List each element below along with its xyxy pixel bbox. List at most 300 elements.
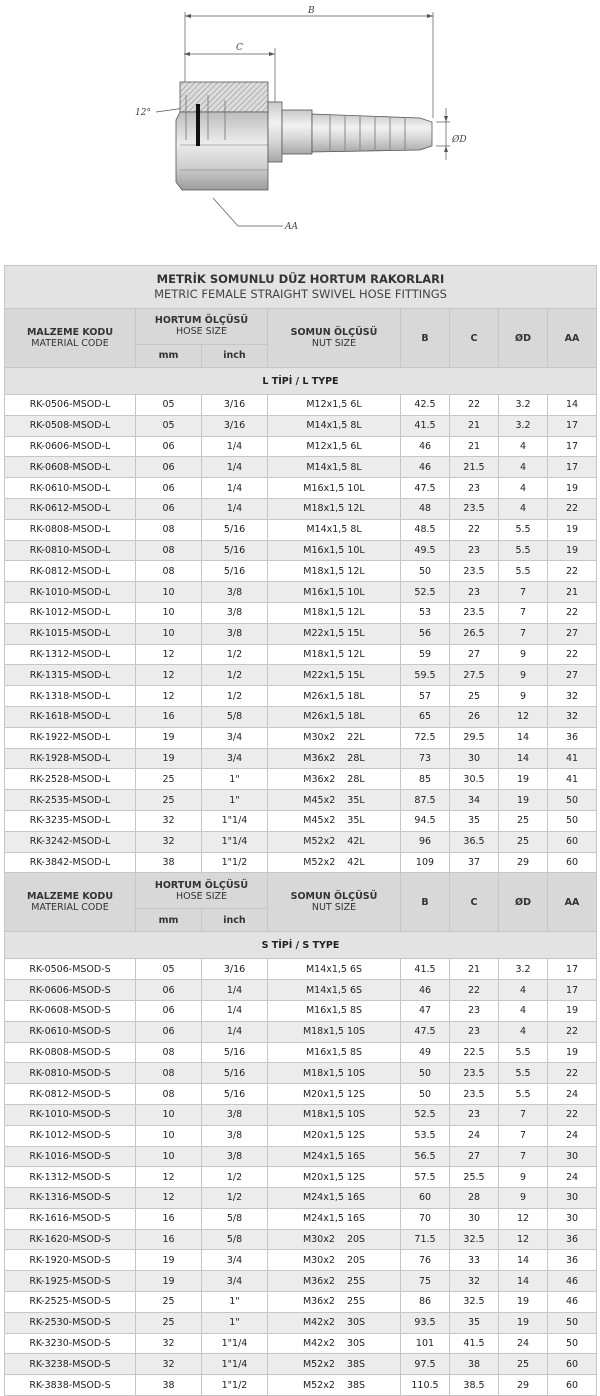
hose-mm-cell: 19 <box>136 1250 202 1271</box>
hose-mm-cell: 38 <box>136 1375 202 1396</box>
nut-size-cell <box>268 436 401 457</box>
nut-thread: M14x1,5 <box>306 420 348 432</box>
nut-series: 12L <box>347 648 365 660</box>
material-code-cell: RK-1922-MSOD-L <box>5 727 136 748</box>
nut-thread: M36x2 <box>303 773 336 785</box>
aa-cell: 14 <box>548 395 597 416</box>
nut-thread: M36x2 <box>302 1275 335 1287</box>
nut-series: 18L <box>347 711 365 723</box>
table-row <box>5 1354 597 1375</box>
nut-thread: M42x2 <box>302 1317 335 1329</box>
nut-series: 20S <box>346 1254 366 1266</box>
od-cell: 7 <box>499 582 548 603</box>
hose-inch-cell: 1"1/4 <box>202 831 268 852</box>
hose-mm-cell: 32 <box>136 831 202 852</box>
aa-cell: 24 <box>548 1167 597 1188</box>
nut-size-cell <box>268 980 401 1001</box>
material-code-cell: RK-0808-MSOD-S <box>5 1042 136 1063</box>
hose-mm-cell: 06 <box>136 478 202 499</box>
table-row <box>5 727 597 748</box>
nut-size-cell <box>268 1042 401 1063</box>
material-code-cell: RK-0506-MSOD-S <box>5 959 136 980</box>
hose-inch-cell: 3/4 <box>202 1271 268 1292</box>
od-cell: 4 <box>499 980 548 1001</box>
hose-inch-cell: 3/8 <box>202 1125 268 1146</box>
od-cell: 12 <box>499 1208 548 1229</box>
b-cell: 70 <box>401 1208 450 1229</box>
hose-inch-cell: 5/8 <box>202 706 268 727</box>
table-row <box>5 582 597 603</box>
c-cell: 32.5 <box>450 1292 499 1313</box>
nut-size-cell <box>268 561 401 582</box>
nut-thread: M52x2 <box>303 856 336 868</box>
b-cell: 59.5 <box>401 665 450 686</box>
od-cell: 19 <box>499 1292 548 1313</box>
hose-inch-cell: 1" <box>202 1292 268 1313</box>
table-row <box>5 1229 597 1250</box>
c-cell: 32 <box>450 1271 499 1292</box>
c-cell: 22 <box>450 519 499 540</box>
nut-series: 15L <box>347 669 365 681</box>
od-cell: 7 <box>499 1146 548 1167</box>
nut-size-cell <box>268 457 401 478</box>
header-b: B <box>401 309 450 368</box>
hose-inch-cell: 1"1/2 <box>202 1375 268 1396</box>
aa-cell: 30 <box>548 1146 597 1167</box>
nut-series: 10L <box>347 586 365 598</box>
nut-size-cell <box>268 415 401 436</box>
section-type-label: L TİPİ / L TYPE <box>5 368 597 395</box>
material-code-cell: RK-0812-MSOD-L <box>5 561 136 582</box>
nut-size-cell <box>268 644 401 665</box>
nut-series: 16S <box>346 1192 366 1204</box>
header-inch: inch <box>202 344 268 367</box>
aa-cell: 46 <box>548 1271 597 1292</box>
hose-inch-cell: 3/16 <box>202 959 268 980</box>
aa-cell: 50 <box>548 1333 597 1354</box>
nut-size-cell <box>268 831 401 852</box>
header-od: ØD <box>499 873 548 932</box>
hose-inch-cell: 3/4 <box>202 727 268 748</box>
nut-series: 30S <box>346 1338 366 1350</box>
nut-thread: M16x1,5 <box>303 544 345 556</box>
material-code-cell: RK-3842-MSOD-L <box>5 852 136 873</box>
nut-thread: M20x1,5 <box>302 1130 344 1142</box>
table-row <box>5 498 597 519</box>
nut-thread: M18x1,5 <box>302 1026 344 1038</box>
aa-cell: 22 <box>548 498 597 519</box>
nut-series: 12S <box>346 1088 366 1100</box>
header-hose-size <box>136 309 268 345</box>
nut-series: 42L <box>347 836 365 848</box>
c-cell: 27 <box>450 644 499 665</box>
nut-thread: M24x1,5 <box>302 1213 344 1225</box>
hose-inch-cell: 1/2 <box>202 665 268 686</box>
aa-cell: 19 <box>548 478 597 499</box>
fitting-cross-section-drawing <box>0 0 600 265</box>
b-cell: 65 <box>401 706 450 727</box>
b-cell: 47.5 <box>401 1021 450 1042</box>
hose-inch-cell: 5/16 <box>202 561 268 582</box>
nut-series: 38S <box>346 1379 366 1391</box>
nut-thread: M18x1,5 <box>303 503 345 515</box>
table-row <box>5 980 597 1001</box>
c-cell: 28 <box>450 1188 499 1209</box>
c-cell: 21 <box>450 959 499 980</box>
nut-thread: M36x2 <box>303 752 336 764</box>
header-hose-size <box>136 873 268 909</box>
nut-size-cell <box>268 852 401 873</box>
hose-mm-cell: 12 <box>136 665 202 686</box>
aa-cell: 17 <box>548 959 597 980</box>
od-cell: 29 <box>499 1375 548 1396</box>
od-cell: 29 <box>499 852 548 873</box>
table-row <box>5 790 597 811</box>
nut-thread: M20x1,5 <box>302 1088 344 1100</box>
material-code-cell: RK-2528-MSOD-L <box>5 769 136 790</box>
b-cell: 56.5 <box>401 1146 450 1167</box>
aa-cell: 17 <box>548 980 597 1001</box>
c-cell: 30 <box>450 748 499 769</box>
header-aa: AA <box>548 873 597 932</box>
hose-inch-cell: 3/4 <box>202 748 268 769</box>
aa-cell: 19 <box>548 1000 597 1021</box>
b-cell: 53 <box>401 602 450 623</box>
table-row <box>5 852 597 873</box>
aa-cell: 22 <box>548 602 597 623</box>
table-row <box>5 644 597 665</box>
od-cell: 4 <box>499 498 548 519</box>
nut-size-cell <box>268 395 401 416</box>
nut-thread: M18x1,5 <box>302 1067 344 1079</box>
hose-mm-cell: 25 <box>136 790 202 811</box>
aa-cell: 22 <box>548 644 597 665</box>
nut-size-cell <box>268 727 401 748</box>
hose-inch-cell: 1/4 <box>202 498 268 519</box>
nut-series: 10S <box>346 1026 366 1038</box>
material-code-cell: RK-0810-MSOD-S <box>5 1063 136 1084</box>
table-row <box>5 1000 597 1021</box>
hose-inch-cell: 1" <box>202 790 268 811</box>
nut-thread: M45x2 <box>303 815 336 827</box>
table-row <box>5 1084 597 1105</box>
c-cell: 22 <box>450 980 499 1001</box>
c-cell: 38.5 <box>450 1375 499 1396</box>
nut-size-cell <box>268 519 401 540</box>
material-code-cell: RK-1015-MSOD-L <box>5 623 136 644</box>
hose-mm-cell: 16 <box>136 1208 202 1229</box>
aa-cell: 22 <box>548 1063 597 1084</box>
nut-series: 10S <box>346 1109 366 1121</box>
table-row <box>5 1292 597 1313</box>
nut-thread: M18x1,5 <box>302 1109 344 1121</box>
hose-inch-cell: 1/2 <box>202 1167 268 1188</box>
section-type-label: S TİPİ / S TYPE <box>5 932 597 959</box>
nut-series: 6S <box>349 984 363 996</box>
material-code-cell: RK-0608-MSOD-S <box>5 1000 136 1021</box>
header-material-tr: MALZEME KODU <box>26 891 114 903</box>
hose-mm-cell: 10 <box>136 1146 202 1167</box>
table-row <box>5 831 597 852</box>
nut-thread: M26x1,5 <box>303 690 345 702</box>
material-code-cell: RK-1312-MSOD-S <box>5 1167 136 1188</box>
table-row <box>5 1021 597 1042</box>
material-code-cell: RK-1928-MSOD-L <box>5 748 136 769</box>
c-cell: 26.5 <box>450 623 499 644</box>
c-cell: 23 <box>450 478 499 499</box>
c-cell: 37 <box>450 852 499 873</box>
material-code-cell: RK-1316-MSOD-S <box>5 1188 136 1209</box>
nut-thread: M22x1,5 <box>303 669 345 681</box>
nut-size-cell <box>268 1250 401 1271</box>
c-cell: 23 <box>450 582 499 603</box>
hose-mm-cell: 12 <box>136 1167 202 1188</box>
hose-inch-cell: 1/4 <box>202 980 268 1001</box>
nut-series: 6L <box>350 440 362 452</box>
table-title <box>5 266 597 309</box>
od-cell: 9 <box>499 665 548 686</box>
c-cell: 41.5 <box>450 1333 499 1354</box>
nut-size-cell <box>268 1229 401 1250</box>
hose-inch-cell: 5/16 <box>202 1042 268 1063</box>
table-row <box>5 540 597 561</box>
nut-thread: M16x1,5 <box>305 1046 347 1058</box>
od-cell: 5.5 <box>499 540 548 561</box>
c-cell: 21 <box>450 415 499 436</box>
header-hose-tr: HORTUM ÖLÇÜSÜ <box>154 315 249 327</box>
aa-cell: 22 <box>548 1104 597 1125</box>
nut-series: 12S <box>346 1130 366 1142</box>
header-mm: mm <box>136 908 202 931</box>
nut-thread: M12x1,5 <box>306 399 348 411</box>
nut-series: 38S <box>346 1358 366 1370</box>
material-code-cell: RK-1016-MSOD-S <box>5 1146 136 1167</box>
fittings-spec-table <box>4 265 597 1396</box>
header-mm: mm <box>136 344 202 367</box>
nut-series: 12L <box>347 607 365 619</box>
nut-size-cell <box>268 1000 401 1021</box>
hose-mm-cell: 19 <box>136 748 202 769</box>
material-code-cell: RK-1620-MSOD-S <box>5 1229 136 1250</box>
c-cell: 21.5 <box>450 457 499 478</box>
nut-series: 12L <box>347 503 365 515</box>
aa-cell: 30 <box>548 1188 597 1209</box>
nut-thread: M12x1,5 <box>306 440 348 452</box>
hose-mm-cell: 38 <box>136 852 202 873</box>
aa-cell: 17 <box>548 436 597 457</box>
b-cell: 85 <box>401 769 450 790</box>
aa-cell: 46 <box>548 1292 597 1313</box>
od-cell: 9 <box>499 1188 548 1209</box>
od-cell: 25 <box>499 810 548 831</box>
aa-cell: 60 <box>548 852 597 873</box>
nut-size-cell <box>268 1167 401 1188</box>
nut-series: 12L <box>347 565 365 577</box>
nut-size-cell <box>268 686 401 707</box>
hose-mm-cell: 25 <box>136 1292 202 1313</box>
hose-inch-cell: 1"1/4 <box>202 810 268 831</box>
od-cell: 3.2 <box>499 395 548 416</box>
nut-series: 6S <box>349 963 363 975</box>
nut-size-cell <box>268 1208 401 1229</box>
b-cell: 60 <box>401 1188 450 1209</box>
table-title-tr: METRİK SOMUNLU DÜZ HORTUM RAKORLARI <box>156 272 445 286</box>
od-cell: 14 <box>499 1271 548 1292</box>
b-cell: 96 <box>401 831 450 852</box>
hose-inch-cell: 5/16 <box>202 1084 268 1105</box>
dimension-c-label: C <box>236 43 243 53</box>
c-cell: 34 <box>450 790 499 811</box>
c-cell: 23 <box>450 1104 499 1125</box>
table-row <box>5 1146 597 1167</box>
dimension-aa-label: AA <box>285 222 298 232</box>
b-cell: 52.5 <box>401 1104 450 1125</box>
b-cell: 41.5 <box>401 415 450 436</box>
b-cell: 48 <box>401 498 450 519</box>
nut-size-cell <box>268 1146 401 1167</box>
c-cell: 29.5 <box>450 727 499 748</box>
hose-mm-cell: 12 <box>136 1188 202 1209</box>
hose-inch-cell: 5/16 <box>202 1063 268 1084</box>
c-cell: 27.5 <box>450 665 499 686</box>
od-cell: 7 <box>499 623 548 644</box>
od-cell: 9 <box>499 1167 548 1188</box>
b-cell: 87.5 <box>401 790 450 811</box>
b-cell: 47 <box>401 1000 450 1021</box>
nut-size-cell <box>268 1188 401 1209</box>
c-cell: 25.5 <box>450 1167 499 1188</box>
hose-inch-cell: 3/8 <box>202 1104 268 1125</box>
hose-mm-cell: 06 <box>136 436 202 457</box>
table-row <box>5 395 597 416</box>
material-code-cell: RK-3230-MSOD-S <box>5 1333 136 1354</box>
table-row <box>5 706 597 727</box>
nut-series: 35L <box>347 815 365 827</box>
header-nut-en: NUT SIZE <box>311 902 357 914</box>
hose-inch-cell: 1/2 <box>202 686 268 707</box>
aa-cell: 36 <box>548 1229 597 1250</box>
c-cell: 36.5 <box>450 831 499 852</box>
od-cell: 25 <box>499 1354 548 1375</box>
nut-series: 22L <box>347 732 365 744</box>
od-cell: 24 <box>499 1333 548 1354</box>
od-cell: 4 <box>499 436 548 457</box>
table-row <box>5 1333 597 1354</box>
header-nut-size <box>268 309 401 368</box>
material-code-cell: RK-0810-MSOD-L <box>5 540 136 561</box>
hose-mm-cell: 05 <box>136 415 202 436</box>
header-c: C <box>450 309 499 368</box>
material-code-cell: RK-0506-MSOD-L <box>5 395 136 416</box>
b-cell: 49 <box>401 1042 450 1063</box>
hose-inch-cell: 1" <box>202 769 268 790</box>
c-cell: 21 <box>450 436 499 457</box>
nut-thread: M16x1,5 <box>305 1005 347 1017</box>
nut-size-cell <box>268 810 401 831</box>
hose-mm-cell: 12 <box>136 686 202 707</box>
b-cell: 109 <box>401 852 450 873</box>
hose-mm-cell: 32 <box>136 1333 202 1354</box>
nut-thread: M26x1,5 <box>303 711 345 723</box>
hose-inch-cell: 1/2 <box>202 1188 268 1209</box>
hose-inch-cell: 3/8 <box>202 1146 268 1167</box>
nut-size-cell <box>268 790 401 811</box>
od-cell: 12 <box>499 706 548 727</box>
material-code-cell: RK-2525-MSOD-S <box>5 1292 136 1313</box>
material-code-cell: RK-2530-MSOD-S <box>5 1312 136 1333</box>
material-code-cell: RK-0606-MSOD-L <box>5 436 136 457</box>
aa-cell: 24 <box>548 1084 597 1105</box>
nut-thread: M52x2 <box>303 836 336 848</box>
nut-series: 8L <box>350 461 362 473</box>
material-code-cell: RK-1920-MSOD-S <box>5 1250 136 1271</box>
hose-inch-cell: 3/8 <box>202 623 268 644</box>
od-cell: 7 <box>499 602 548 623</box>
header-nut-tr: SOMUN ÖLÇÜSÜ <box>290 891 378 903</box>
b-cell: 50 <box>401 561 450 582</box>
nut-size-cell <box>268 498 401 519</box>
nut-series: 15L <box>347 628 365 640</box>
b-cell: 56 <box>401 623 450 644</box>
table-row <box>5 1125 597 1146</box>
nut-size-cell <box>268 1104 401 1125</box>
table-title-en: METRIC FEMALE STRAIGHT SWIVEL HOSE FITTINGS <box>154 287 447 301</box>
material-code-cell: RK-3242-MSOD-L <box>5 831 136 852</box>
aa-cell: 19 <box>548 519 597 540</box>
c-cell: 23.5 <box>450 498 499 519</box>
aa-cell: 32 <box>548 706 597 727</box>
b-cell: 46 <box>401 457 450 478</box>
hose-inch-cell: 5/8 <box>202 1208 268 1229</box>
hose-inch-cell: 3/8 <box>202 582 268 603</box>
material-code-cell: RK-1925-MSOD-S <box>5 1271 136 1292</box>
table-row <box>5 769 597 790</box>
dimension-b-label: B <box>308 6 315 16</box>
material-code-cell: RK-2535-MSOD-L <box>5 790 136 811</box>
table-row <box>5 1271 597 1292</box>
nut-thread: M18x1,5 <box>303 607 345 619</box>
b-cell: 76 <box>401 1250 450 1271</box>
hose-mm-cell: 05 <box>136 959 202 980</box>
hose-mm-cell: 19 <box>136 1271 202 1292</box>
hose-inch-cell: 1/4 <box>202 457 268 478</box>
hose-mm-cell: 06 <box>136 1000 202 1021</box>
nut-size-cell <box>268 582 401 603</box>
nut-size-cell <box>268 1333 401 1354</box>
header-od: ØD <box>499 309 548 368</box>
nut-series: 20S <box>346 1234 366 1246</box>
nut-series: 6L <box>350 399 362 411</box>
od-cell: 19 <box>499 1312 548 1333</box>
nut-series: 42L <box>347 856 365 868</box>
nut-thread: M36x2 <box>302 1296 335 1308</box>
od-cell: 9 <box>499 686 548 707</box>
hose-inch-cell: 3/16 <box>202 395 268 416</box>
table-row <box>5 478 597 499</box>
material-code-cell: RK-1010-MSOD-L <box>5 582 136 603</box>
b-cell: 94.5 <box>401 810 450 831</box>
od-cell: 4 <box>499 1000 548 1021</box>
nut-series: 25S <box>346 1296 366 1308</box>
b-cell: 75 <box>401 1271 450 1292</box>
table-row <box>5 1375 597 1396</box>
hose-inch-cell: 1"1/4 <box>202 1354 268 1375</box>
material-code-cell: RK-0608-MSOD-L <box>5 457 136 478</box>
od-cell: 14 <box>499 1250 548 1271</box>
fitting-drawing <box>0 0 600 265</box>
table-row <box>5 519 597 540</box>
hose-mm-cell: 08 <box>136 1063 202 1084</box>
